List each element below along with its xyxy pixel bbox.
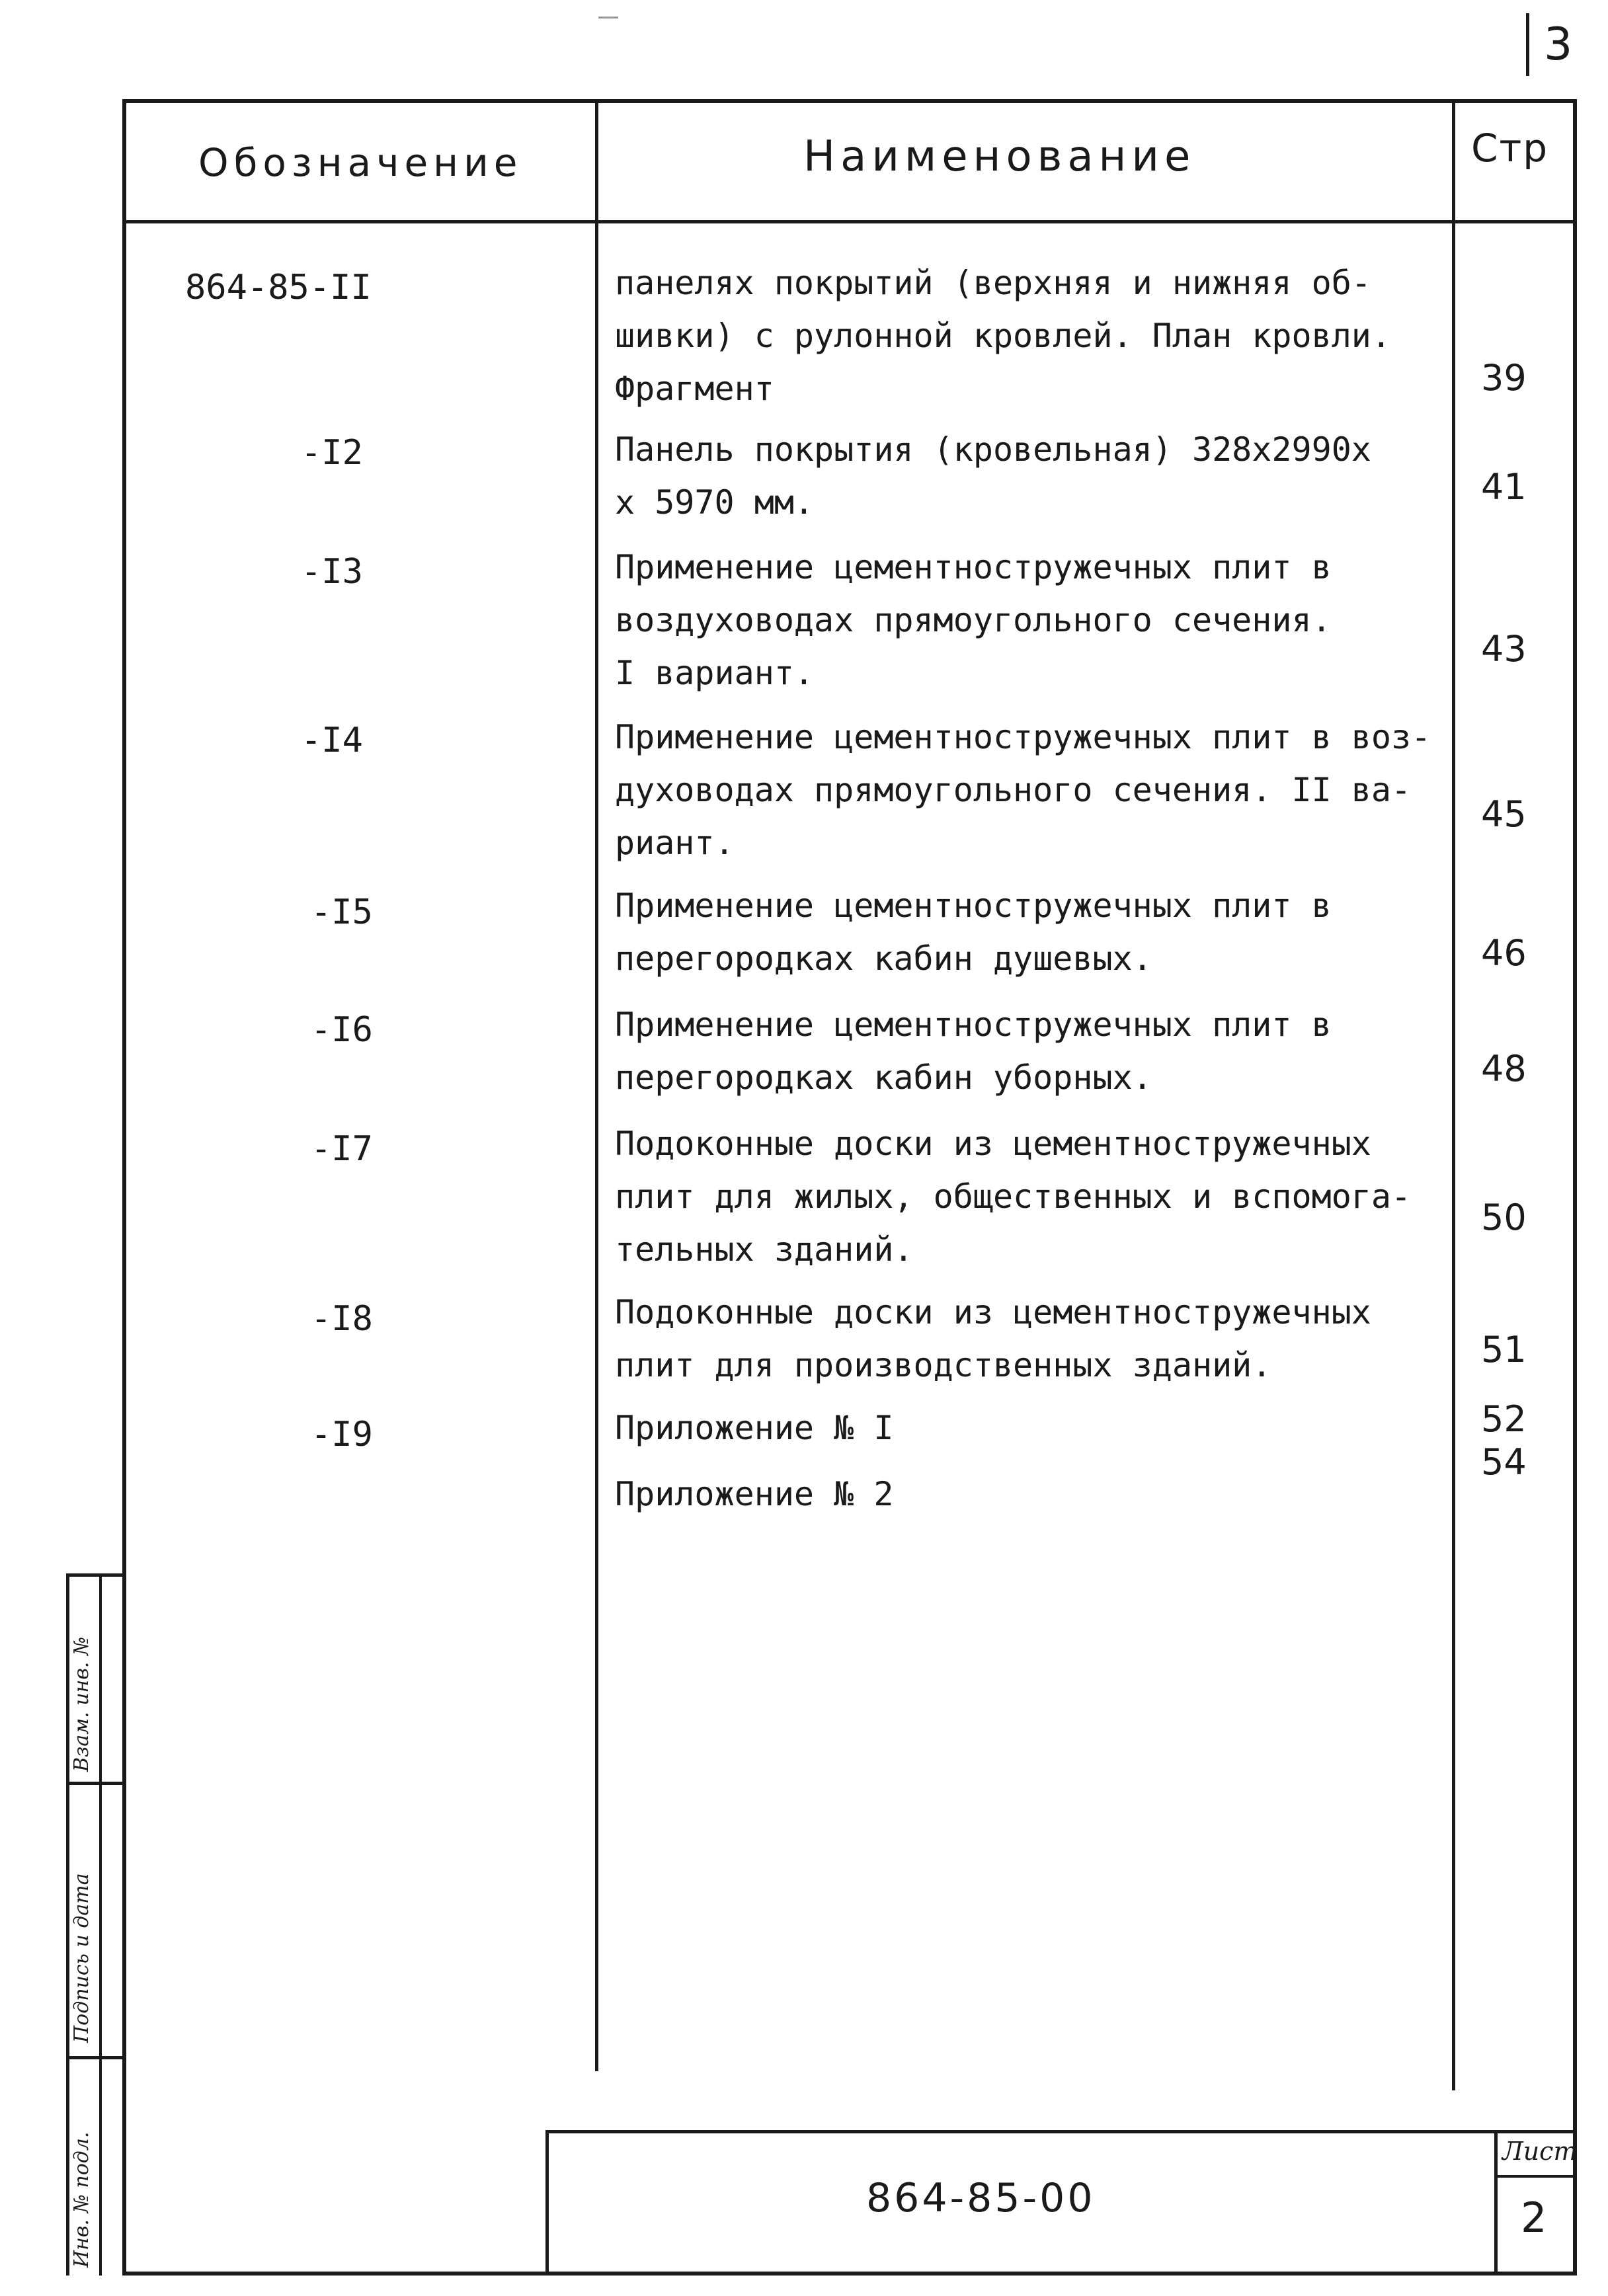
title-block-left <box>545 2130 549 2276</box>
header-name: Наименование <box>803 132 1196 181</box>
frame-top <box>122 99 1577 103</box>
row-page: 46 <box>1481 932 1527 974</box>
row-name <box>615 711 1441 869</box>
row-name-line: Применение цементностружечных плит в <box>615 548 1332 586</box>
row-name <box>615 998 1441 1104</box>
title-block-top <box>545 2130 1577 2133</box>
row-name <box>615 423 1441 529</box>
row-name-line: Применение цементностружечных плит в <box>615 1006 1332 1044</box>
row-name <box>615 1402 1441 1454</box>
corner-divider <box>1526 13 1529 76</box>
row-page: 45 <box>1481 793 1527 835</box>
row-name-line: I вариант. <box>615 654 815 692</box>
document-code: 864-85-00 <box>866 2175 1096 2221</box>
row-name <box>615 541 1441 699</box>
row-name-line: духоводах прямоугольного сечения. II ва- <box>615 771 1412 809</box>
row-name-line: панелях покрытий (верхняя и нижняя об- <box>615 264 1371 302</box>
row-code: -I4 <box>301 721 363 760</box>
row-code: 864-85-II <box>185 268 372 307</box>
sheet-number: 2 <box>1521 2194 1547 2242</box>
title-block-divider <box>1494 2130 1498 2276</box>
frame-right <box>1573 99 1577 2276</box>
title-block-sheet-sep <box>1494 2175 1577 2178</box>
row-name-line: плит для производственных зданий. <box>615 1346 1272 1384</box>
row-code: -I3 <box>301 552 363 592</box>
row-code: -I8 <box>311 1299 373 1339</box>
stamp-label-inventory: Инв. № подл. <box>70 2131 93 2268</box>
row-name-line: х 5970 мм. <box>615 483 815 522</box>
stamp-label-replacement: Взам. инв. № <box>70 1636 93 1772</box>
frame-left <box>122 99 126 2276</box>
row-name-line: Фрагмент <box>615 370 774 408</box>
row-page: 54 <box>1481 1441 1527 1483</box>
row-code: -I2 <box>301 433 363 473</box>
row-name-line: Применение цементностружечных плит в <box>615 887 1332 925</box>
row-name-line: шивки) с рулонной кровлей. План кровли. <box>615 317 1391 355</box>
stamp-outer-left <box>66 1573 69 2276</box>
sheet-label: Лист <box>1502 2137 1578 2166</box>
column-line-2 <box>1452 99 1455 2090</box>
row-page: 52 <box>1481 1398 1527 1440</box>
row-name-line: перегородках кабин уборных. <box>615 1058 1152 1097</box>
row-name-line: Подоконные доски из цементностружечных <box>615 1293 1371 1331</box>
row-name-line: перегородках кабин душевых. <box>615 939 1152 978</box>
row-name-line: Подоконные доски из цементностружечных <box>615 1125 1371 1163</box>
corner-page-number: 3 <box>1544 19 1573 71</box>
row-page: 43 <box>1481 628 1527 670</box>
row-name-line: воздуховодах прямоугольного сечения. <box>615 601 1332 639</box>
row-code: -I9 <box>311 1415 373 1454</box>
row-name-line: тельных зданий. <box>615 1230 914 1269</box>
row-page: 41 <box>1481 466 1527 508</box>
row-name-line: риант. <box>615 824 735 862</box>
row-name-line: Панель покрытия (кровельная) 328х2990х <box>615 430 1371 469</box>
stamp-inner <box>99 1573 102 2276</box>
row-code: -I6 <box>311 1010 373 1050</box>
header-designation: Обозначение <box>198 140 523 185</box>
stamp-sep-1 <box>66 1782 124 1785</box>
row-name-line: плит для жилых, общественных и вспомога- <box>615 1177 1412 1216</box>
stamp-top <box>66 1573 124 1577</box>
row-code: -I7 <box>311 1129 373 1169</box>
top-tick <box>598 17 618 19</box>
row-name-line: Приложение № 2 <box>615 1475 894 1513</box>
column-line-1 <box>595 99 598 2071</box>
frame-bottom <box>122 2272 1577 2276</box>
row-name <box>615 257 1441 415</box>
row-name-line: Применение цементностружечных плит в воз- <box>615 718 1431 756</box>
row-name-line: Приложение № I <box>615 1409 894 1447</box>
header-page: Стр <box>1471 126 1549 171</box>
stamp-label-signature: Подпись и дата <box>70 1873 93 2043</box>
stamp-sep-2 <box>66 2056 124 2059</box>
row-code: -I5 <box>311 892 373 932</box>
row-page: 51 <box>1481 1329 1527 1370</box>
row-page: 48 <box>1481 1048 1527 1089</box>
header-separator <box>122 220 1577 223</box>
row-page: 50 <box>1481 1197 1527 1238</box>
row-name <box>615 1286 1441 1392</box>
row-name <box>615 879 1441 985</box>
row-name <box>615 1468 1441 1521</box>
row-page: 39 <box>1481 357 1527 399</box>
row-name <box>615 1117 1441 1276</box>
